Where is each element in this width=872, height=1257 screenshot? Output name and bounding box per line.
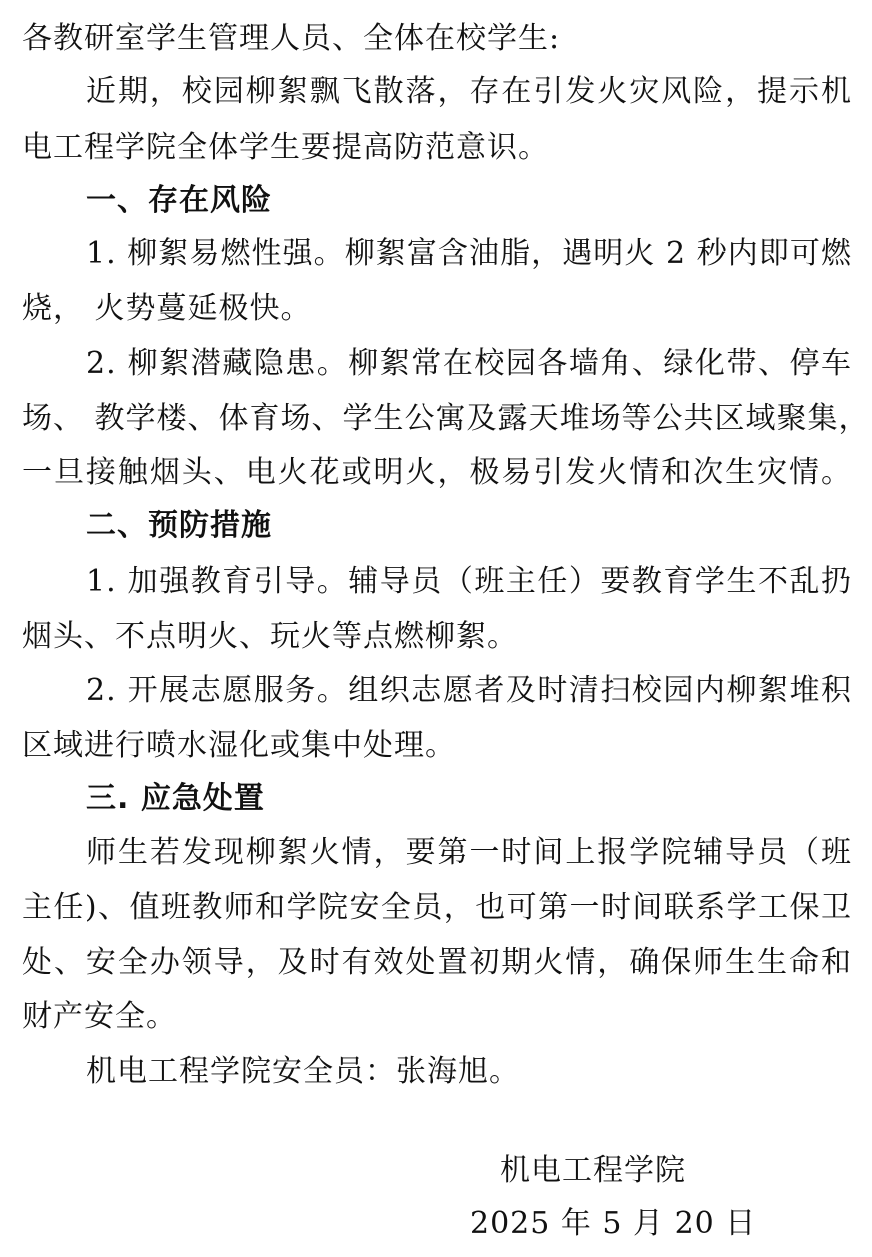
signature-org: 机电工程学院 [500, 1153, 686, 1188]
intro-line-1: 近期，校园柳絮飘飞散落，存在引发火灾风险，提示机 [86, 74, 852, 109]
section-1-item-1-line-2: 烧， 火势蔓延极快。 [22, 291, 312, 326]
signature-date: 2025 年 5 月 20 日 [470, 1206, 757, 1241]
section-2-item-1-line-2: 烟头、不点明火、玩火等点燃柳絮。 [22, 619, 518, 654]
intro-line-2: 电工程学院全体学生要提高防范意识。 [22, 130, 549, 165]
section-1-item-2-line-1: 2. 柳絮潜藏隐患。柳絮常在校园各墙角、绿化带、停车 [86, 346, 852, 381]
section-2-item-1-line-1: 1. 加强教育引导。辅导员（班主任）要教育学生不乱扔 [86, 564, 852, 599]
salutation: 各教研室学生管理人员、全体在校学生: [22, 21, 561, 56]
section-1-item-1-line-1: 1. 柳絮易燃性强。柳絮富含油脂，遇明火 2 秒内即可燃 [86, 236, 852, 271]
section-1-heading: 一、存在风险 [86, 183, 272, 218]
section-3-body-line-3: 处、安全办领导，及时有效处置初期火情，确保师生生命和 [22, 945, 852, 980]
section-3-body-line-4: 财产安全。 [22, 999, 177, 1034]
section-1-item-2-line-3: 一旦接触烟头、电火花或明火，极易引发火情和次生灾情。 [22, 455, 852, 490]
section-1-item-2-line-2: 场、 教学楼、体育场、学生公寓及露天堆场等公共区域聚集， [22, 401, 870, 436]
section-3-body-line-1: 师生若发现柳絮火情，要第一时间上报学院辅导员（班 [86, 835, 852, 870]
section-2-heading: 二、预防措施 [86, 508, 272, 543]
contact-line: 机电工程学院安全员：张海旭。 [86, 1054, 520, 1089]
section-3-heading: 三. 应急处置 [86, 781, 265, 816]
section-3-body-line-2: 主任)、值班教师和学院安全员，也可第一时间联系学工保卫 [22, 890, 852, 925]
section-2-item-2-line-1: 2. 开展志愿服务。组织志愿者及时清扫校园内柳絮堆积 [86, 673, 852, 708]
section-2-item-2-line-2: 区域进行喷水湿化或集中处理。 [22, 728, 456, 763]
